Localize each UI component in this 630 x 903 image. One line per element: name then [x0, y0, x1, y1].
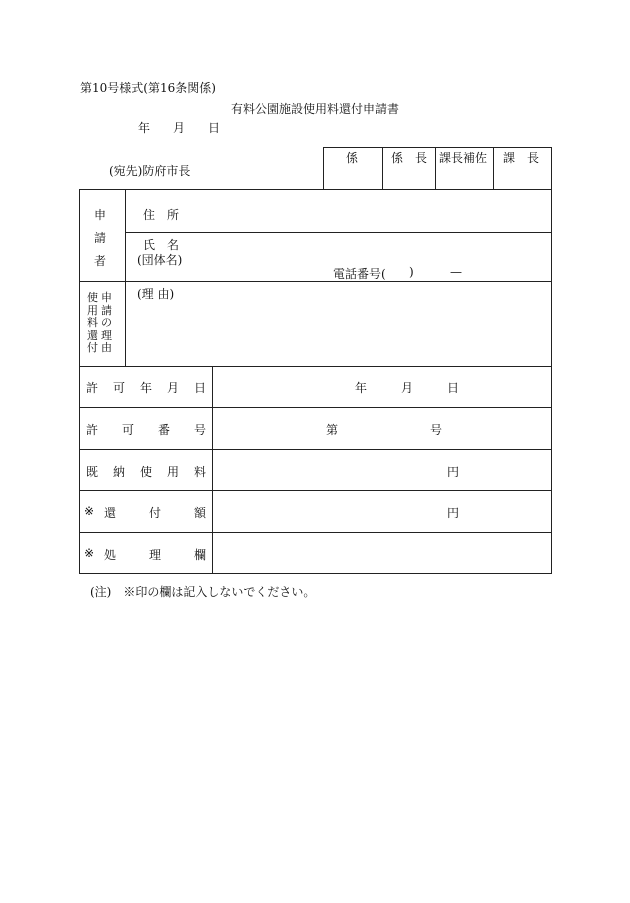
- approval-kachohosa: 課長補佐: [439, 151, 488, 165]
- label-char: 還: [104, 506, 117, 520]
- label-char: 可: [112, 381, 125, 395]
- label-char: 付: [148, 506, 161, 520]
- label-char: 許: [86, 381, 99, 395]
- label-char: 許: [86, 423, 99, 437]
- label-char: 額: [193, 506, 206, 520]
- label-char: 日: [193, 381, 206, 395]
- date-month: 月: [173, 121, 186, 135]
- label-char: 月: [166, 381, 179, 395]
- phone-dash: —: [450, 265, 462, 279]
- permit-date-year: 年: [355, 381, 368, 395]
- addressee: (宛先)防府市長: [109, 164, 191, 178]
- process-mark: ※: [84, 546, 95, 560]
- applicant-side-label-3: 者: [94, 254, 107, 268]
- label-char: 納: [112, 465, 125, 479]
- paid-fee-unit: 円: [447, 465, 460, 479]
- label-char: 既: [86, 465, 99, 479]
- reason-side-char: 請: [101, 303, 112, 317]
- date-day: 日: [208, 121, 221, 135]
- applicant-side-label-1: 申: [94, 208, 107, 222]
- reason-side-char: 用: [87, 303, 98, 317]
- permit-date-day: 日: [447, 381, 460, 395]
- label-char: 可: [121, 423, 134, 437]
- phone-close: ): [409, 265, 414, 279]
- permit-number-prefix: 第: [326, 423, 339, 437]
- approval-kakari: 係: [346, 151, 359, 165]
- reason-side-char: 使: [87, 291, 98, 304]
- reason-side-char: 理: [101, 328, 112, 342]
- label-char: 理: [148, 548, 161, 562]
- label-char: 処: [104, 548, 117, 562]
- reason-side-char: の: [101, 316, 112, 329]
- permit-number-suffix: 号: [430, 423, 443, 437]
- approval-kacho: 課 長: [503, 151, 540, 165]
- reason-side-char: 由: [101, 341, 112, 354]
- address-label: 住 所: [143, 208, 180, 222]
- label-char: 用: [166, 465, 179, 479]
- permit-date-label: [86, 379, 206, 396]
- applicant-side-label-2: 請: [94, 231, 107, 245]
- label-char: 番: [157, 423, 170, 437]
- page-title: 有料公園施設使用料還付申請書: [231, 102, 400, 116]
- paid-fee-label: [86, 463, 206, 480]
- name-label: 氏 名: [143, 238, 180, 252]
- refund-unit: 円: [447, 506, 460, 520]
- date-year: 年: [138, 121, 151, 135]
- refund-mark: ※: [84, 504, 95, 518]
- approval-kakaricho: 係 長: [391, 151, 428, 165]
- reason-label: (理 由): [137, 287, 175, 301]
- label-char: 料: [193, 465, 206, 479]
- footnote: (注) ※印の欄は記入しないでください。: [90, 585, 316, 599]
- label-char: 使: [139, 465, 152, 479]
- reason-side-char: 還: [87, 328, 98, 342]
- reason-side-label-col2: [101, 292, 112, 355]
- reason-side-label-col1: [87, 292, 98, 355]
- permit-number-label: [86, 421, 206, 438]
- permit-date-month: 月: [401, 381, 414, 395]
- reason-side-char: 料: [87, 316, 98, 329]
- refund-label: [104, 504, 206, 521]
- org-label: (団体名): [137, 253, 183, 267]
- phone-label: 電話番号(: [333, 267, 386, 281]
- label-char: 欄: [193, 548, 206, 562]
- reason-side-char: 申: [101, 291, 112, 304]
- process-label: [104, 546, 206, 563]
- form-number: 第10号様式(第16条関係): [80, 81, 216, 95]
- reason-side-char: 付: [87, 341, 98, 354]
- label-char: 年: [139, 381, 152, 395]
- label-char: 号: [193, 423, 206, 437]
